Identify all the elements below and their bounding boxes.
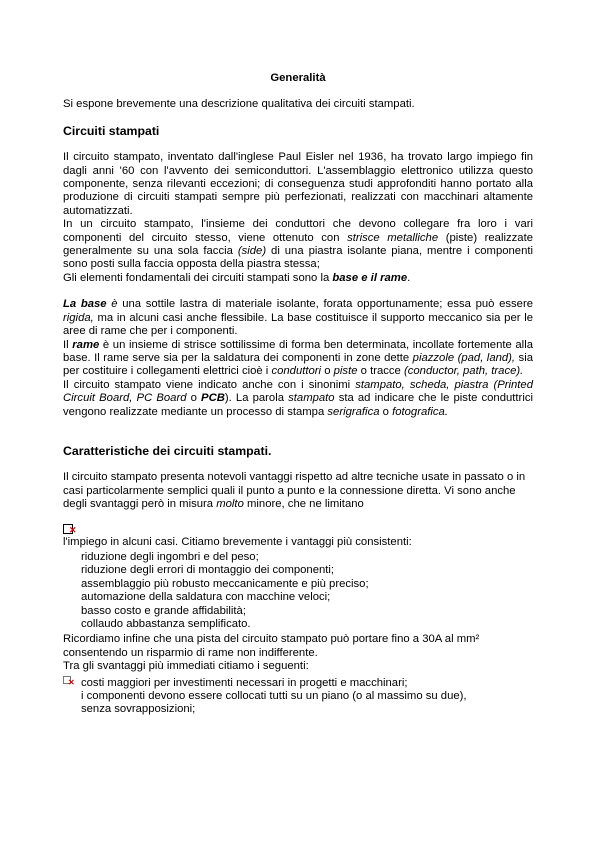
paragraph-history: Il circuito stampato, inventato dall'inglese Paul Eisler nel 1936, ha trovato largo impiego fin dagli anni '60 con l'avvento dei semiconduttori. L'assemblaggio elettronico utilizza questo componente, senza rilevanti eccezioni; di conseguenza studi approfonditi hanno portato alla produzione di circuiti stampati sempre più perfezionati, realizzati con macchinari altamente automatizzati. [63, 151, 533, 217]
list-item: assemblaggio più robusto meccanicamente e più preciso; [81, 577, 369, 590]
list-item: senza sovrapposizioni; [81, 703, 196, 716]
section-heading-caratteristiche: Caratteristiche dei circuiti stampati. [63, 443, 272, 458]
broken-image-icon: ✕ [63, 524, 533, 536]
paragraph-current: Ricordiamo infine che una pista del circuito stampato può portare fino a 30A al mm² consentendo un risparmio di rame non indifferente. [63, 633, 480, 659]
list-item: automazione della saldatura con macchine veloci; [81, 591, 331, 604]
list-item: collaudo abbastanza semplificato. [81, 618, 251, 630]
list-item: ✕ costi maggiori per investimenti necessari in progetti e macchinari; [63, 676, 533, 690]
document-title: Generalità [270, 72, 326, 84]
paragraph-base: La base è una sottile lastra di materiale isolante, forata opportunamente; essa può essere rigida, ma in alcuni casi anche flessibile. La base costituisce il supporto meccanico sia per le aree di rame che per i componenti. [63, 298, 534, 338]
paragraph-synonyms: Il circuito stampato viene indicato anche con i sinonimi stampato, scheda, piastra (Printed Circuit Board, PC Board o PCB). La parola stampato sta ad indicare che le piste conduttrici vengono realizzate mediante un processo di stampa serigrafica o fotografica. [63, 378, 533, 418]
paragraph-conductors: In un circuito stampato, l'insieme dei conduttori che devono collegare fra loro i vari componenti del circuito stesso, viene ottenuto con strisce metalliche (piste) realizzate generalmente su una sola faccia (side) di una piastra isolante piana, mentre i componenti sono posti sulla faccia opposta della piastra stessa; [63, 218, 534, 271]
disadvantages-list [63, 676, 533, 717]
document-content [63, 72, 533, 719]
intro-paragraph: Si espone brevemente una descrizione qualitativa dei circuiti stampati. [63, 98, 415, 111]
broken-image-icon: ✕ [63, 676, 75, 688]
paragraph-elements: Gli elementi fondamentali dei circuiti stampati sono la base e il rame. [63, 271, 411, 284]
list-item: riduzione degli errori di montaggio dei componenti; [81, 564, 335, 577]
list-item: i componenti devono essere collocati tutti su un piano (o al massimo su due), [81, 690, 467, 703]
paragraph-disadvantages-lead: Tra gli svantaggi più immediati citiamo i seguenti: [63, 660, 309, 673]
paragraph-advantages-intro: Il circuito stampato presenta notevoli vantaggi rispetto ad altre tecniche usate in passato o in casi particolarmente semplici quali il punto a punto e la connessione diretta. Vi sono anche degli svantaggi però in misura molto minore, che ne limitano [63, 471, 526, 511]
list-item: basso costo e grande affidabilità; [81, 604, 246, 617]
list-item: riduzione degli ingombri e del peso; [81, 550, 259, 563]
paragraph-rame: Il rame è un insieme di strisce sottilissime di forma ben determinata, incollate fortemente alla base. Il rame serve sia per la saldatura dei componenti in zone dette piazzole (pad, land), sia per costituire i collegamenti elettrici cioè i conduttori o piste o tracce (conductor, path, trace). [63, 338, 533, 378]
advantages-list [81, 551, 533, 631]
section-heading-circuiti: Circuiti stampati [63, 123, 160, 138]
paragraph-advantages-lead: l'impiego in alcuni casi. Citiamo brevemente i vantaggi più consistenti: [63, 535, 412, 548]
